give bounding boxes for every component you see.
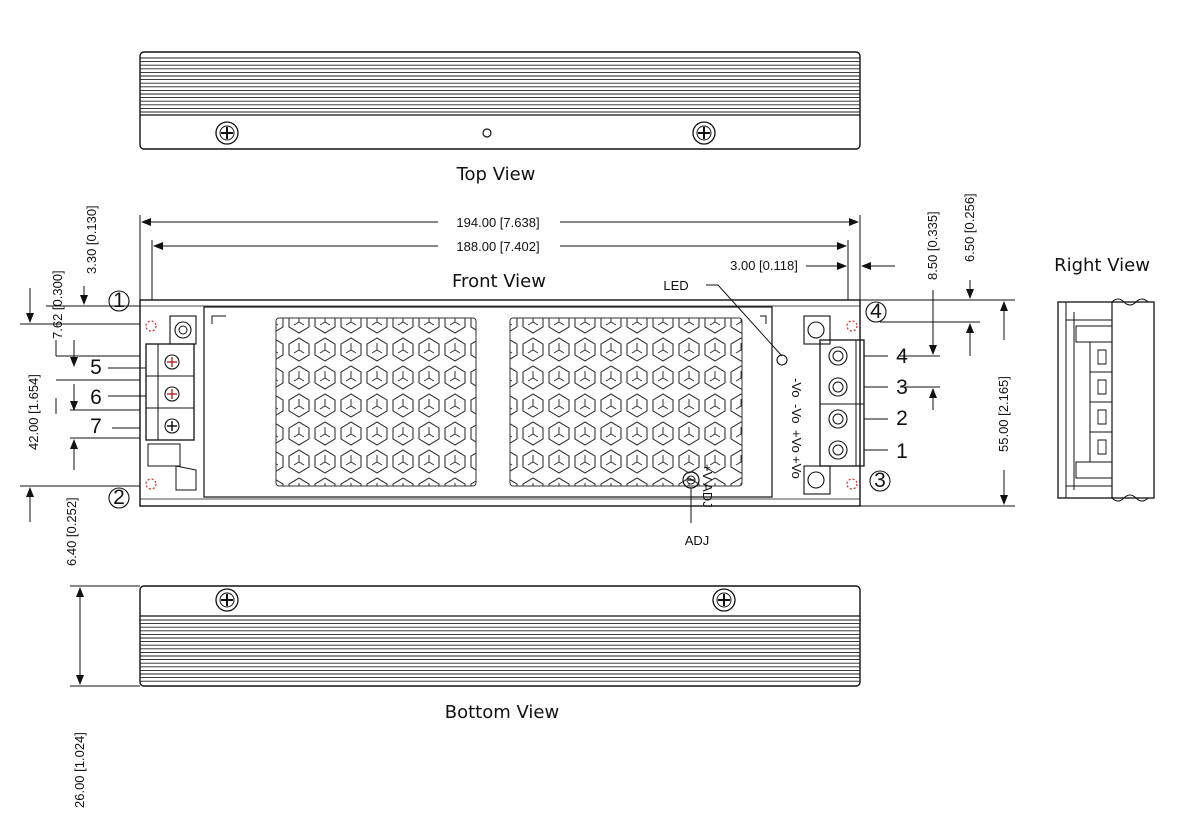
overall-length-dim: 194.00 [7.638] — [456, 215, 540, 230]
input-pin-5: 5 — [90, 356, 102, 379]
hole-offset-dimension — [730, 258, 895, 273]
input-screw-5 — [165, 355, 179, 369]
hole-callout-4 — [866, 300, 886, 323]
input-screw-7 — [165, 419, 179, 433]
top-view-label: Top View — [456, 164, 536, 185]
top-view-fins — [140, 58, 860, 112]
output-pin-4: 4 — [896, 345, 908, 368]
mount-hole-1 — [146, 321, 156, 331]
hole-callout-2 — [109, 486, 129, 509]
right-view — [1054, 255, 1154, 501]
hole-callout-1 — [109, 289, 129, 312]
input-pin-7: 7 — [90, 415, 102, 438]
right-view-label: Right View — [1054, 255, 1150, 276]
output-terminal-block — [789, 316, 908, 494]
left-top-edge-dim: 3.30 [0.130] — [84, 205, 99, 274]
output-screw-3 — [829, 378, 847, 396]
bottom-view — [140, 586, 860, 723]
hole-offset-dim: 3.00 [0.118] — [730, 258, 798, 273]
input-pin-6: 6 — [90, 386, 102, 409]
bottom-view-fins — [140, 620, 860, 681]
led-label: LED — [663, 278, 689, 293]
svg-text:4: 4 — [870, 300, 882, 323]
mounting-pitch-dim: 188.00 [7.402] — [456, 239, 540, 254]
svg-text:2: 2 — [113, 486, 125, 509]
depth-dim: 26.00 [1.024] — [72, 732, 87, 808]
left-top-hole-dim: 7.62 [0.300] — [50, 270, 65, 339]
terminal-mark-1: -Vo — [789, 378, 804, 398]
output-pin-3: 3 — [896, 376, 908, 399]
output-pin-2: 2 — [896, 407, 908, 430]
svg-text:1: 1 — [113, 289, 125, 312]
input-screw-6 — [165, 387, 179, 401]
height-dim: 55.00 [2.165] — [996, 376, 1011, 452]
top-screw-right — [693, 122, 715, 144]
front-view-label: Front View — [452, 271, 546, 292]
bottom-view-label: Bottom View — [444, 702, 560, 723]
terminal-mark-3: +Vo — [789, 430, 804, 453]
right-top-edge-dim: 6.50 [0.256] — [962, 193, 977, 262]
terminal-span-dim: 42.00 [1.654] — [26, 374, 41, 450]
depth-dimension — [70, 586, 140, 808]
right-terminal-offset-dim: 8.50 [0.335] — [925, 211, 940, 280]
terminal-mark-2: -Vo — [789, 404, 804, 424]
right-dimensions — [860, 193, 1015, 506]
left-bottom-hole-dim: 6.40 [0.252] — [64, 497, 79, 566]
hole-callout-3 — [870, 469, 890, 492]
output-screw-1 — [829, 441, 847, 459]
svg-text:3: 3 — [874, 469, 886, 492]
input-terminal-block — [90, 316, 196, 490]
mount-hole-3 — [847, 479, 857, 489]
mount-hole-2 — [146, 479, 156, 489]
output-pin-1: 1 — [896, 440, 908, 463]
front-view — [90, 278, 908, 548]
bottom-screw-right — [713, 589, 735, 611]
pcb-adj-mark: +V ADJ — [700, 464, 715, 508]
terminal-mark-4: +Vo — [789, 456, 804, 479]
top-view — [140, 52, 860, 185]
output-screw-2 — [829, 410, 847, 428]
vent-grille-right — [510, 318, 742, 486]
output-screw-4 — [829, 347, 847, 365]
bottom-screw-left — [216, 589, 238, 611]
mount-hole-4 — [847, 321, 857, 331]
top-center-hole — [483, 129, 491, 137]
top-screw-left — [216, 122, 238, 144]
adj-label: ADJ — [684, 533, 710, 548]
left-dimensions — [20, 205, 140, 566]
vent-grille-left — [276, 318, 476, 486]
